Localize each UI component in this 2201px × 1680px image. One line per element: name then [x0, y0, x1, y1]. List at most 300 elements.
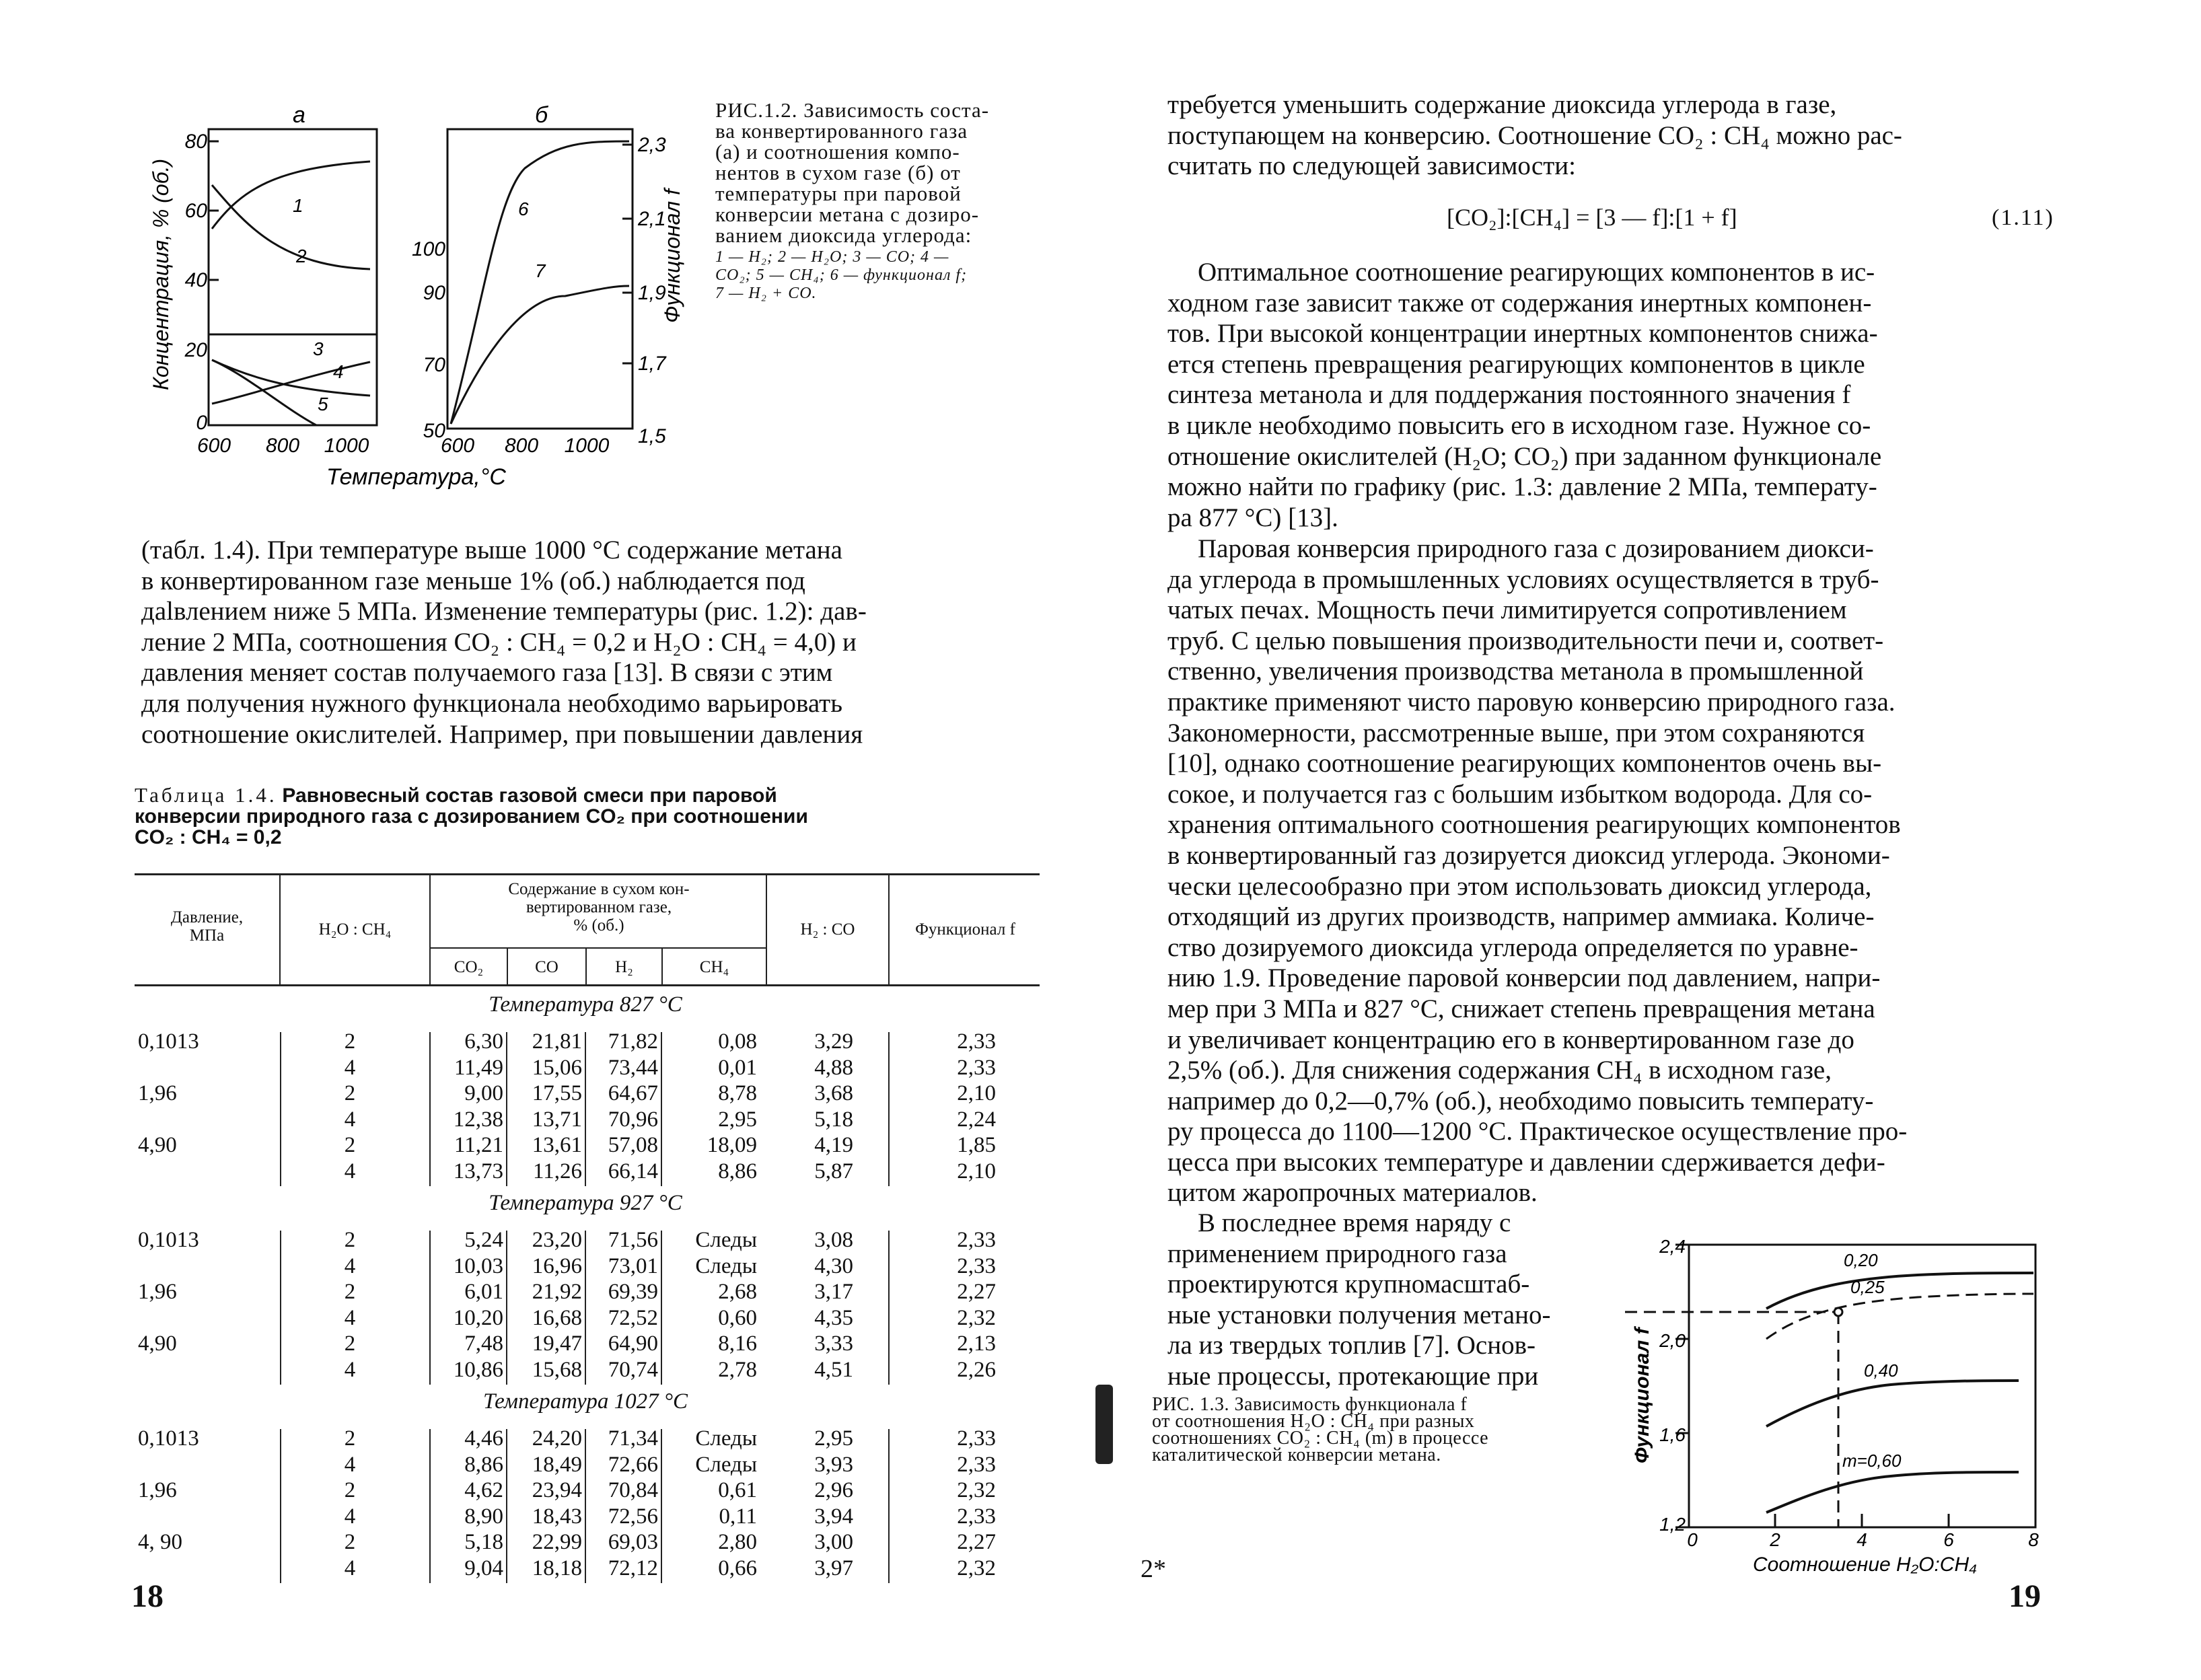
- a-y-tick: 20: [184, 339, 207, 361]
- text-line: цесса при высоких температуре и давлении сдерживается дефи-: [1167, 1147, 1885, 1177]
- fig13-marker: [1834, 1308, 1842, 1316]
- cell-r: 2: [344, 1478, 356, 1502]
- text-line: поступающем на конверсию. Соотношение CO₂ : CH₄ можно рас-: [1167, 120, 1902, 150]
- table-title-prefix: Таблица 1.4.: [135, 783, 277, 807]
- table-col-divider: [280, 1429, 281, 1583]
- cell-f: 2,13: [957, 1331, 996, 1356]
- y-axis-label-b: Функционал f: [660, 189, 684, 323]
- header-co: CO: [535, 958, 558, 976]
- cell-h2co: 5,18: [814, 1107, 853, 1132]
- cell-h2co: 3,97: [814, 1556, 853, 1580]
- cell-co2: 5,24: [464, 1228, 503, 1252]
- cell-ch4: 8,78: [718, 1081, 757, 1105]
- text-line: соотношение окислителей. Например, при повышении давления: [141, 719, 863, 749]
- table-col-divider: [280, 1231, 281, 1385]
- cell-co: 18,43: [532, 1504, 582, 1529]
- text-line: ственно, увеличения производства метанола в промышленной: [1167, 657, 1864, 686]
- cell-h2: 72,66: [608, 1452, 658, 1477]
- fig13-curve-label: 0,25: [1850, 1277, 1885, 1297]
- text-line: в конвертированный газ дозируется диоксид углерода. Экономи-: [1167, 840, 1890, 870]
- header-line: МПа: [189, 926, 225, 945]
- cell-co: 16,96: [532, 1253, 582, 1278]
- curve-label-4: 4: [333, 361, 344, 382]
- text-line: ные установки получения метано-: [1167, 1300, 1551, 1329]
- cell-co: 24,20: [532, 1426, 582, 1451]
- cell-r: 4: [344, 1504, 356, 1529]
- cell-f: 2,33: [957, 1228, 996, 1252]
- cell-ch4: 2,95: [718, 1107, 757, 1132]
- text-line: даlвлением ниже 5 МПа. Изменение температуры (рис. 1.2): дав-: [141, 597, 867, 626]
- legend-line: 7 — H₂ + CO.: [715, 285, 817, 302]
- cell-h2: 73,01: [608, 1253, 658, 1278]
- a-x-tick: 1000: [324, 435, 369, 457]
- table-col-divider: [506, 1429, 507, 1583]
- cell-r: 2: [344, 1530, 356, 1554]
- panel-a-curves: [212, 161, 370, 425]
- cell-f: 2,26: [957, 1357, 996, 1382]
- cell-ch4: Следы: [695, 1426, 757, 1451]
- table-col-divider: [585, 1231, 586, 1385]
- caption-line: каталитической конверсии метана.: [1152, 1445, 1441, 1465]
- x-axis-label: Температура,°С: [326, 464, 506, 490]
- b-left-tick: 70: [423, 354, 445, 376]
- fig13-curve-label: 0,40: [1864, 1360, 1898, 1381]
- cell-h2co: 4,51: [814, 1357, 853, 1382]
- caption-line: РИС. 1.3. Зависимость функционала f: [1152, 1394, 1468, 1415]
- cell-co: 22,99: [532, 1530, 582, 1554]
- header-h2: H₂: [615, 958, 633, 976]
- cell-ch4: 0,61: [718, 1478, 757, 1502]
- curve-label-2: 2: [296, 246, 307, 266]
- b-x-tick: 1000: [564, 435, 610, 457]
- panel-a-y-tick-marks: [209, 141, 219, 280]
- cell-h2: 64,90: [608, 1331, 658, 1356]
- formula-1-11: [CO₂]:[CH₄] = [3 — f]:[1 + f]: [1447, 204, 1737, 231]
- text-line: для получения нужного функционала необходимо варьировать: [141, 688, 842, 718]
- figure-1-2: [141, 94, 713, 498]
- figure-1-2-caption: [715, 100, 1038, 303]
- figure-1-3-caption: [1152, 1396, 1623, 1463]
- fig13-x-tick: 8: [2028, 1529, 2039, 1550]
- text-line: ходном газе зависит также от содержания инертных компонен-: [1167, 288, 1872, 318]
- text-line: сокое, и получается газ с большим избытком водорода. Для со-: [1167, 779, 1873, 809]
- cell-ch4: 18,09: [707, 1133, 757, 1157]
- cell-r: 2: [344, 1426, 356, 1451]
- cell-h2: 72,56: [608, 1504, 658, 1529]
- b-left-tick: 50: [423, 420, 445, 442]
- left-paragraph: [141, 535, 1040, 750]
- caption-legend: [715, 248, 1038, 303]
- curve-label-6: 6: [518, 198, 529, 219]
- table-col-divider: [506, 1032, 507, 1186]
- header-ch4: CH₄: [699, 958, 729, 976]
- fig13-y-tick: 1,2: [1659, 1514, 1686, 1535]
- cell-h2: 57,08: [608, 1133, 658, 1157]
- curve-label-5: 5: [318, 394, 328, 414]
- fig13-curve-m040: [1766, 1381, 2019, 1426]
- fig13-curve-m060: [1766, 1472, 2019, 1512]
- cell-f: 2,10: [957, 1159, 996, 1183]
- text-line: нию 1.9. Проведение паровой конверсии под давлением, напри-: [1167, 963, 1881, 993]
- cell-h2co: 2,96: [814, 1478, 853, 1502]
- header-line: % (об.): [573, 916, 624, 935]
- caption-line: конверсии метана с дозиро-: [715, 203, 980, 226]
- formula-number: (1.11): [1992, 205, 2054, 230]
- text-line: 2,5% (об.). Для снижения содержания CH₄ в исходном газе,: [1167, 1056, 1832, 1085]
- fig13-curve-label: m=0,60: [1842, 1451, 1902, 1471]
- cell-ch4: 2,68: [718, 1280, 757, 1304]
- cell-ch4: Следы: [695, 1452, 757, 1477]
- cell-h2co: 4,19: [814, 1133, 853, 1157]
- fig13-curve-m020: [1766, 1273, 2033, 1309]
- table-col-divider: [280, 1032, 281, 1186]
- cell-co: 15,06: [532, 1055, 582, 1080]
- cell-p: 4, 90: [138, 1530, 182, 1554]
- header-content: [434, 880, 764, 935]
- text-line: Закономерности, рассмотренные выше, при этом сохраняются: [1167, 718, 1865, 747]
- curve-7-h2-co: [451, 286, 629, 424]
- table-title-line: Равновесный состав газовой смеси при паровой: [282, 784, 777, 807]
- curve-1-h2: [212, 161, 370, 229]
- cell-r: 2: [344, 1029, 356, 1054]
- cell-ch4: 0,08: [718, 1029, 757, 1054]
- b-right-tick: 1,7: [638, 353, 666, 375]
- cell-co: 18,18: [532, 1556, 582, 1580]
- panel-a-label: а: [293, 102, 305, 128]
- caption-line: ва конвертированного газа: [715, 119, 968, 143]
- cell-h2: 72,52: [608, 1305, 658, 1330]
- cell-co: 17,55: [532, 1081, 582, 1105]
- cell-co2: 6,01: [464, 1280, 503, 1304]
- curve-label-7: 7: [535, 260, 546, 281]
- curve-label-1: 1: [293, 195, 303, 216]
- y-axis-label-a: Концентрация, % (об.): [149, 158, 173, 390]
- cell-co: 15,68: [532, 1357, 582, 1382]
- text-line: синтеза метанола и для поддержания постоянного значения f: [1167, 380, 1851, 410]
- figure-1-3: [1622, 1225, 2066, 1574]
- cell-co: 21,81: [532, 1029, 582, 1054]
- footer-mark: 2*: [1141, 1555, 1166, 1583]
- fig13-x-tick: 4: [1856, 1529, 1867, 1550]
- fig13-y-label: Функционал f: [1631, 1327, 1653, 1463]
- fig13-curve-label: 0,20: [1844, 1250, 1878, 1270]
- cell-co2: 4,62: [464, 1478, 503, 1502]
- cell-co2: 6,30: [464, 1029, 503, 1054]
- header-pressure: [138, 908, 276, 945]
- scan-artifact: [1095, 1385, 1113, 1464]
- section-title: Температура 927 °С: [489, 1191, 682, 1215]
- cell-r: 4: [344, 1357, 356, 1382]
- cell-p: 1,96: [138, 1478, 177, 1502]
- cell-co: 13,61: [532, 1133, 582, 1157]
- cell-h2co: 3,00: [814, 1530, 853, 1554]
- cell-p: 1,96: [138, 1280, 177, 1304]
- header-functional: Функционал f: [915, 920, 1015, 939]
- text-line: в цикле необходимо повысить его в исходном газе. Нужное со-: [1167, 410, 1871, 440]
- header-co2: CO₂: [454, 958, 484, 976]
- cell-r: 4: [344, 1253, 356, 1278]
- b-right-tick: 2,1: [638, 208, 666, 230]
- text-line: например до 0,2—0,7% (об.), необходимо повысить температу-: [1167, 1086, 1874, 1116]
- cell-h2co: 3,94: [814, 1504, 853, 1529]
- curve-5-ch4: [212, 360, 316, 425]
- cell-h2: 71,34: [608, 1426, 658, 1451]
- cell-co: 21,92: [532, 1280, 582, 1304]
- a-y-tick: 60: [184, 200, 207, 222]
- cell-co2: 12,38: [453, 1107, 503, 1132]
- text-line: цитом жаропрочных материалов.: [1167, 1178, 1538, 1208]
- text-line: ство дозируемого диоксида углерода определяется по уравне-: [1167, 933, 1859, 962]
- cell-h2co: 3,33: [814, 1331, 853, 1356]
- text-line: проектируются крупномасштаб-: [1167, 1270, 1530, 1299]
- caption-line: температуры при паровой: [715, 182, 962, 205]
- cell-h2co: 4,30: [814, 1253, 853, 1278]
- cell-h2: 73,44: [608, 1055, 658, 1080]
- cell-co2: 7,48: [464, 1331, 503, 1356]
- cell-ch4: 0,60: [718, 1305, 757, 1330]
- b-right-tick: 2,3: [638, 134, 666, 156]
- cell-co2: 13,73: [453, 1159, 503, 1183]
- cell-h2co: 3,08: [814, 1228, 853, 1252]
- cell-co2: 9,00: [464, 1081, 503, 1105]
- cell-h2: 69,39: [608, 1280, 658, 1304]
- caption-line: соотношениях CO₂ : CH₄ (m) в процессе: [1152, 1428, 1489, 1449]
- cell-co2: 10,20: [453, 1305, 503, 1330]
- cell-r: 2: [344, 1331, 356, 1356]
- b-left-tick: 90: [423, 282, 445, 304]
- header-line: вертированном газе,: [526, 898, 672, 916]
- cell-h2: 64,67: [608, 1081, 658, 1105]
- table-top-rule: [135, 873, 1040, 875]
- table-col-divider: [585, 1032, 586, 1186]
- cell-h2: 66,14: [608, 1159, 658, 1183]
- cell-r: 4: [344, 1452, 356, 1477]
- panel-a-y-ticks: [184, 131, 208, 434]
- cell-ch4: 2,80: [718, 1530, 757, 1554]
- text-line: Паровая конверсия природного газа с дозированием диокси-: [1198, 534, 1874, 563]
- text-line: [10], однако соотношение реагирующих компонентов очень вы-: [1167, 749, 1882, 778]
- fig13-y-tick: 2,0: [1659, 1330, 1686, 1351]
- cell-co2: 8,90: [464, 1504, 503, 1529]
- text-line: мер при 3 МПа и 827 °С, снижает степень превращения метана: [1167, 994, 1875, 1023]
- curve-6-functional: [451, 141, 629, 424]
- cell-h2co: 3,29: [814, 1029, 853, 1054]
- table-col-divider: [279, 873, 281, 986]
- section-title: Температура 827 °С: [489, 992, 682, 1017]
- table-title: [135, 785, 1009, 848]
- text-line: чески целесообразно при этом использовать диоксид углерода,: [1167, 871, 1872, 901]
- page-number-left: 18: [131, 1578, 164, 1614]
- cell-f: 2,33: [957, 1426, 996, 1451]
- cell-ch4: 0,66: [718, 1556, 757, 1580]
- cell-h2: 72,12: [608, 1556, 658, 1580]
- cell-r: 4: [344, 1055, 356, 1080]
- caption-line: от соотношения H₂O : CH₄ при разных: [1152, 1411, 1475, 1432]
- cell-h2: 70,96: [608, 1107, 658, 1132]
- a-y-tick: 0: [196, 412, 207, 434]
- cell-p: 0,1013: [138, 1426, 199, 1451]
- cell-co2: 10,86: [453, 1357, 503, 1382]
- text-line: хранения оптимального соотношения реагирующих компонентов: [1167, 810, 1901, 840]
- cell-co: 19,47: [532, 1331, 582, 1356]
- cell-h2co: 4,88: [814, 1055, 853, 1080]
- text-line: Оптимальное соотношение реагирующих компонентов в ис-: [1198, 258, 1875, 287]
- right-paragraph-2: [1167, 534, 2066, 1208]
- table-col-divider: [661, 1429, 662, 1583]
- legend-line: 1 — H₂; 2 — H₂O; 3 — CO; 4 —: [715, 248, 949, 266]
- cell-h2co: 2,95: [814, 1426, 853, 1451]
- cell-f: 2,33: [957, 1029, 996, 1054]
- text-line: да углерода в промышленных условиях осуществляется в труб-: [1167, 564, 1879, 594]
- cell-h2: 70,84: [608, 1478, 658, 1502]
- cell-f: 2,10: [957, 1081, 996, 1105]
- curve-label-3: 3: [313, 338, 324, 359]
- right-paragraph-1: [1167, 257, 2066, 533]
- text-line: труб. С целью повышения производительности печи и, соответ-: [1167, 626, 1884, 655]
- text-line: В последнее время наряду с: [1198, 1208, 1511, 1237]
- cell-r: 4: [344, 1556, 356, 1580]
- text-line: ется степень превращения реагирующих компонентов в цикле: [1167, 349, 1865, 379]
- cell-f: 2,27: [957, 1530, 996, 1554]
- cell-ch4: 2,78: [718, 1357, 757, 1382]
- table-subheader-rule: [431, 947, 766, 949]
- a-y-tick: 40: [184, 269, 207, 291]
- a-x-tick: 600: [196, 435, 231, 457]
- cell-f: 2,33: [957, 1504, 996, 1529]
- b-left-tick: 100: [411, 238, 445, 260]
- cell-r: 2: [344, 1081, 356, 1105]
- cell-r: 2: [344, 1280, 356, 1304]
- text-line: и увеличивает концентрацию его в конвертированном газе до: [1167, 1025, 1854, 1054]
- cell-co2: 8,86: [464, 1452, 503, 1477]
- curve-3-co: [212, 362, 370, 404]
- cell-f: 2,33: [957, 1055, 996, 1080]
- panel-b-label: б: [535, 102, 548, 128]
- text-line: отношение окислителей (H₂O; CO₂) при заданном функционале: [1167, 441, 1882, 471]
- fig13-y-tick: 1,6: [1659, 1424, 1686, 1445]
- table-title-line: CO₂ : CH₄ = 0,2: [135, 826, 282, 848]
- text-line: ру процесса до 1100—1200 °С. Практическое осуществление про-: [1167, 1117, 1908, 1146]
- header-line: Давление,: [170, 908, 244, 926]
- cell-ch4: 8,86: [718, 1159, 757, 1183]
- text-line: считать по следующей зависимости:: [1167, 151, 1576, 181]
- b-x-tick: 800: [504, 435, 539, 457]
- text-line: (табл. 1.4). При температуре выше 1000 °С содержание метана: [141, 536, 842, 564]
- cell-h2co: 3,93: [814, 1452, 853, 1477]
- caption-line: РИС.1.2. Зависимость соста-: [715, 98, 990, 122]
- cell-f: 2,33: [957, 1452, 996, 1477]
- cell-f: 2,33: [957, 1253, 996, 1278]
- b-right-tick: 1,9: [638, 282, 666, 304]
- cell-ch4: 0,01: [718, 1055, 757, 1080]
- cell-r: 4: [344, 1159, 356, 1183]
- cell-co2: 4,46: [464, 1426, 503, 1451]
- cell-co: 18,49: [532, 1452, 582, 1477]
- cell-h2co: 3,17: [814, 1280, 853, 1304]
- table-col-divider: [585, 1429, 586, 1583]
- text-line: ра 877 °С) [13].: [1167, 503, 1338, 532]
- caption-line: нентов в сухом газе (б) от: [715, 161, 961, 184]
- text-line: отходящий из других производств, например аммиака. Количе-: [1167, 902, 1875, 932]
- a-y-tick: 80: [184, 131, 207, 153]
- cell-p: 0,1013: [138, 1228, 199, 1252]
- cell-h2co: 3,68: [814, 1081, 853, 1105]
- text-line: практике применяют чисто паровую конверсию природного газа.: [1167, 687, 1896, 717]
- cell-r: 2: [344, 1133, 356, 1157]
- cell-co2: 9,04: [464, 1556, 503, 1580]
- text-line: в конвертированном газе меньше 1% (об.) наблюдается под: [141, 566, 805, 595]
- cell-ch4: Следы: [695, 1253, 757, 1278]
- cell-p: 4,90: [138, 1331, 177, 1356]
- cell-co2: 5,18: [464, 1530, 503, 1554]
- fig13-x-label: Соотношение H₂O:CH₄: [1753, 1554, 1978, 1574]
- cell-ch4: 8,16: [718, 1331, 757, 1356]
- page-number-right: 19: [2009, 1578, 2041, 1614]
- cell-co2: 11,49: [454, 1055, 503, 1080]
- curve-4-co2: [212, 360, 370, 396]
- text-line: ление 2 МПа, соотношения CO₂ : CH₄ = 0,2 и H₂O : CH₄ = 4,0) и: [141, 627, 857, 657]
- table-header-rule: [135, 984, 1040, 986]
- text-line: чатых печах. Мощность печи лимитируется сопротивлением: [1167, 595, 1847, 625]
- cell-h2co: 4,35: [814, 1305, 853, 1330]
- cell-f: 2,27: [957, 1280, 996, 1304]
- cell-co: 11,26: [532, 1159, 582, 1183]
- text-line: требуется уменьшить содержание диоксида углерода в газе,: [1167, 90, 1837, 119]
- cell-f: 2,32: [957, 1305, 996, 1330]
- cell-p: 4,90: [138, 1133, 177, 1157]
- table-col-divider: [506, 1231, 507, 1385]
- cell-co: 13,71: [532, 1107, 582, 1132]
- cell-co: 23,94: [532, 1478, 582, 1502]
- header-line: Содержание в сухом кон-: [508, 880, 690, 898]
- right-intro: [1167, 89, 2066, 182]
- right-paragraph-3: [1167, 1208, 1632, 1392]
- panel-a-frame: [209, 129, 377, 334]
- cell-f: 2,24: [957, 1107, 996, 1132]
- cell-f: 1,85: [957, 1133, 996, 1157]
- fig13-x-tick: 0: [1687, 1529, 1698, 1550]
- fig13-x-tick: 2: [1770, 1529, 1780, 1550]
- cell-r: 2: [344, 1228, 356, 1252]
- a-x-tick: 800: [265, 435, 300, 457]
- table-title-line: конверсии природного газа с дозированием CO₂ при соотношении: [135, 805, 808, 828]
- section-title: Температура 1027 °С: [482, 1389, 688, 1414]
- b-x-tick: 600: [440, 435, 475, 457]
- text-line: ные процессы, протекающие при: [1167, 1361, 1539, 1391]
- cell-ch4: Следы: [695, 1228, 757, 1252]
- cell-p: 0,1013: [138, 1029, 199, 1054]
- table-col-divider: [661, 1032, 662, 1186]
- cell-ch4: 0,11: [719, 1504, 757, 1529]
- table-col-divider: [661, 1231, 662, 1385]
- cell-h2: 71,82: [608, 1029, 658, 1054]
- cell-r: 4: [344, 1107, 356, 1132]
- cell-co: 23,20: [532, 1228, 582, 1252]
- b-right-tick: 1,5: [638, 425, 666, 447]
- cell-p: 1,96: [138, 1081, 177, 1105]
- text-line: применением природного газа: [1167, 1239, 1507, 1268]
- cell-f: 2,32: [957, 1478, 996, 1502]
- curve-2-h2o: [212, 185, 370, 269]
- text-line: давления меняет состав получаемого газа [13]. В связи с этим: [141, 658, 833, 688]
- cell-h2: 70,74: [608, 1357, 658, 1382]
- header-h2-co: H₂ : CO: [800, 920, 855, 939]
- header-h2o-ch4: H₂O : CH₄: [318, 920, 392, 939]
- cell-r: 4: [344, 1305, 356, 1330]
- text-line: можно найти по графику (рис. 1.3: давление 2 МПа, температу-: [1167, 472, 1877, 502]
- cell-co2: 11,21: [454, 1133, 503, 1157]
- caption-line: ванием диоксида углерода:: [715, 223, 972, 247]
